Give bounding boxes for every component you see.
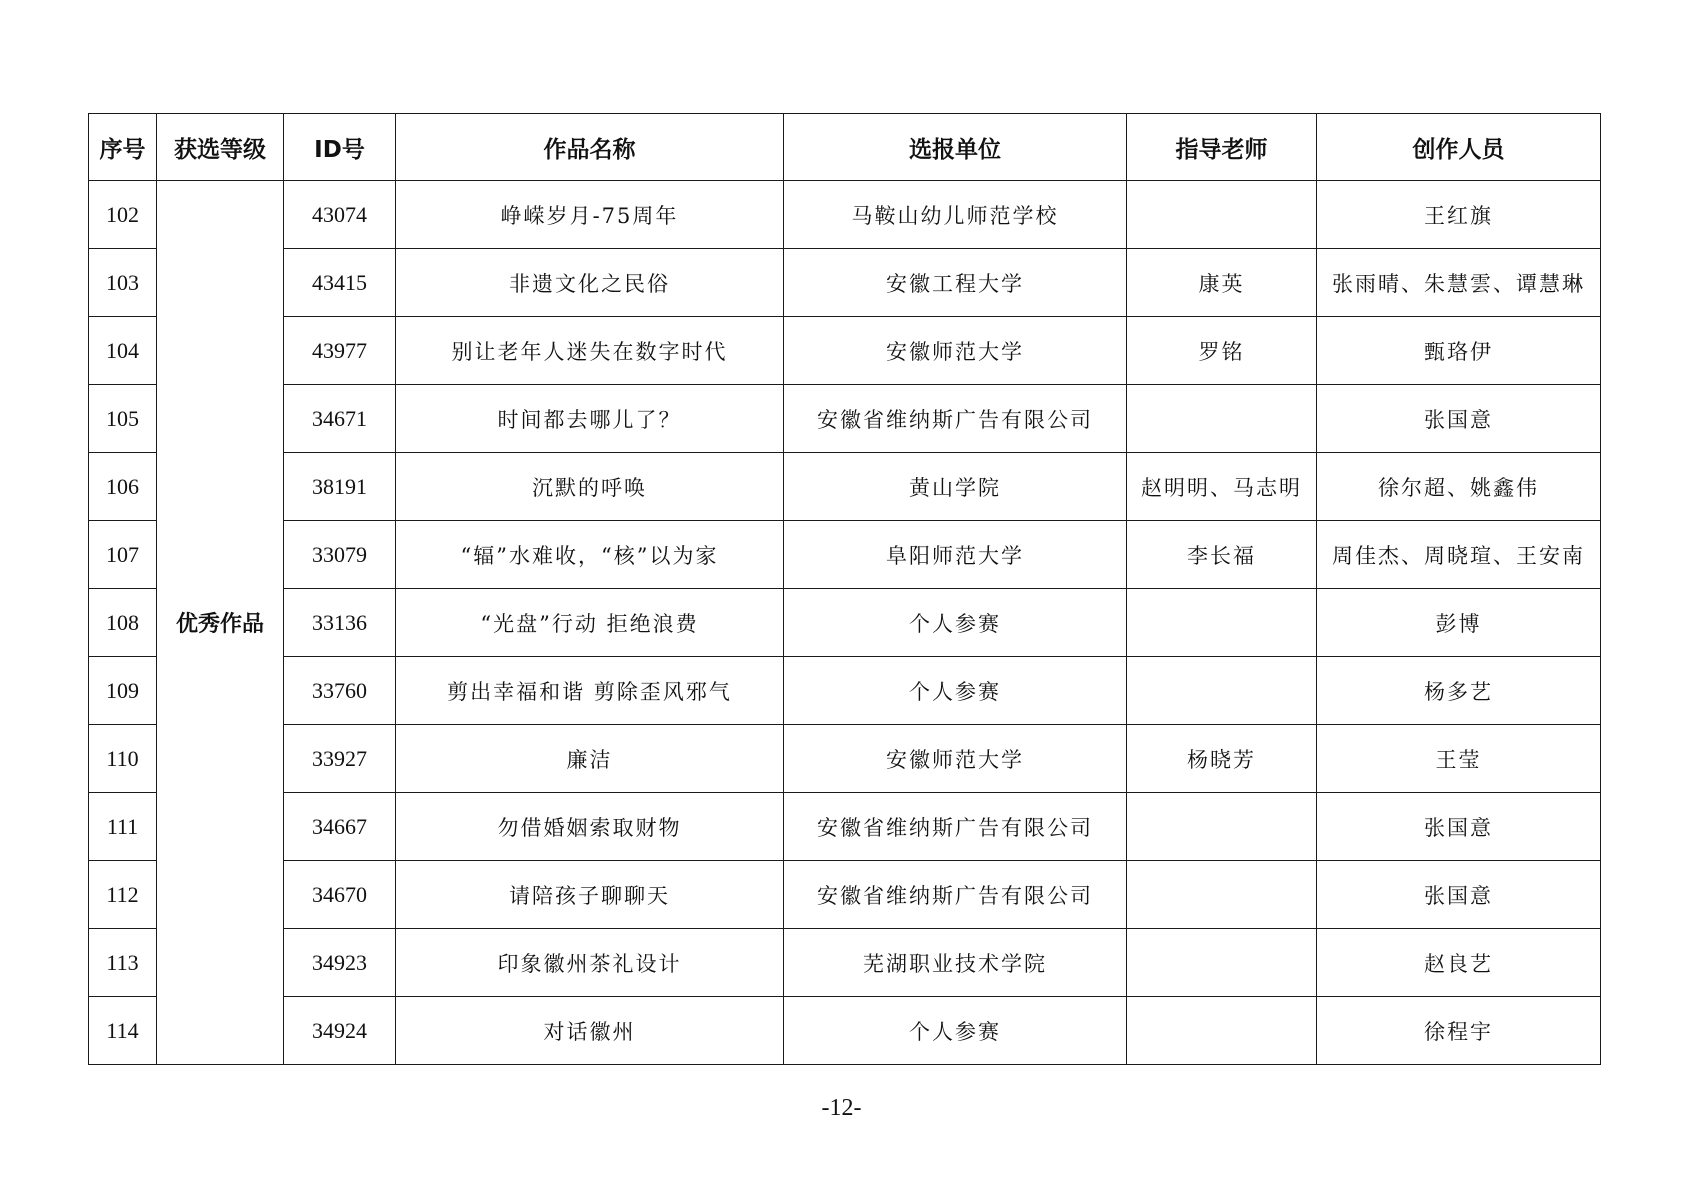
cell-teacher: [1127, 589, 1317, 657]
table-row: [89, 997, 1601, 1065]
cell-teacher: [1127, 385, 1317, 453]
cell-teacher: 康英: [1127, 249, 1317, 317]
cell-unit: 阜阳师范大学: [784, 521, 1127, 589]
table-row: [89, 657, 1601, 725]
cell-creators: 彭博: [1317, 589, 1601, 657]
cell-title: 沉默的呼唤: [396, 453, 784, 521]
cell-title: 对话徽州: [396, 997, 784, 1065]
cell-teacher: [1127, 929, 1317, 997]
cell-seq: 107: [89, 521, 157, 589]
cell-seq: 112: [89, 861, 157, 929]
cell-seq: 113: [89, 929, 157, 997]
cell-unit: 芜湖职业技术学院: [784, 929, 1127, 997]
cell-seq: 108: [89, 589, 157, 657]
header-seq: 序号: [89, 114, 157, 181]
cell-unit: 个人参赛: [784, 997, 1127, 1065]
cell-id: 33760: [284, 657, 396, 725]
cell-creators: 赵良艺: [1317, 929, 1601, 997]
cell-unit: 个人参赛: [784, 657, 1127, 725]
table-row: [89, 385, 1601, 453]
table-header: [89, 114, 1601, 181]
cell-title: 峥嵘岁月-75周年: [396, 181, 784, 249]
cell-id: 38191: [284, 453, 396, 521]
cell-seq: 105: [89, 385, 157, 453]
cell-seq: 104: [89, 317, 157, 385]
cell-id: 33079: [284, 521, 396, 589]
cell-unit: 马鞍山幼儿师范学校: [784, 181, 1127, 249]
header-creators: 创作人员: [1317, 114, 1601, 181]
header-row: [89, 114, 1601, 181]
cell-seq: 110: [89, 725, 157, 793]
cell-unit: 安徽省维纳斯广告有限公司: [784, 861, 1127, 929]
cell-level: 优秀作品: [157, 181, 284, 1065]
cell-title: 勿借婚姻索取财物: [396, 793, 784, 861]
cell-id: 33136: [284, 589, 396, 657]
cell-title: 剪出幸福和谐 剪除歪风邪气: [396, 657, 784, 725]
cell-creators: 张国意: [1317, 861, 1601, 929]
cell-title: “辐”水难收，“核”以为家: [396, 521, 784, 589]
cell-teacher: [1127, 861, 1317, 929]
cell-teacher: 杨晓芳: [1127, 725, 1317, 793]
cell-title: “光盘”行动 拒绝浪费: [396, 589, 784, 657]
cell-seq: 109: [89, 657, 157, 725]
cell-teacher: [1127, 997, 1317, 1065]
header-id: ID号: [284, 114, 396, 181]
cell-teacher: [1127, 181, 1317, 249]
table-row: [89, 181, 1601, 249]
cell-creators: 徐尔超、姚鑫伟: [1317, 453, 1601, 521]
cell-teacher: 李长福: [1127, 521, 1317, 589]
cell-id: 34670: [284, 861, 396, 929]
cell-creators: 杨多艺: [1317, 657, 1601, 725]
table-row: [89, 793, 1601, 861]
page-number: -12-: [821, 1095, 862, 1121]
cell-creators: 甄珞伊: [1317, 317, 1601, 385]
table-row: [89, 317, 1601, 385]
cell-unit: 安徽师范大学: [784, 317, 1127, 385]
cell-creators: 王莹: [1317, 725, 1601, 793]
cell-id: 43977: [284, 317, 396, 385]
header-teacher: 指导老师: [1127, 114, 1317, 181]
table-row: [89, 725, 1601, 793]
cell-id: 33927: [284, 725, 396, 793]
table-row: [89, 521, 1601, 589]
cell-seq: 106: [89, 453, 157, 521]
cell-seq: 103: [89, 249, 157, 317]
cell-seq: 114: [89, 997, 157, 1065]
cell-teacher: [1127, 793, 1317, 861]
cell-title: 别让老年人迷失在数字时代: [396, 317, 784, 385]
cell-teacher: 罗铭: [1127, 317, 1317, 385]
table-body: [89, 181, 1601, 1065]
cell-id: 34667: [284, 793, 396, 861]
cell-title: 时间都去哪儿了？: [396, 385, 784, 453]
cell-id: 34923: [284, 929, 396, 997]
cell-id: 34671: [284, 385, 396, 453]
header-level: 获选等级: [157, 114, 284, 181]
table-row: [89, 249, 1601, 317]
cell-seq: 102: [89, 181, 157, 249]
cell-teacher: [1127, 657, 1317, 725]
cell-id: 43415: [284, 249, 396, 317]
cell-title: 请陪孩子聊聊天: [396, 861, 784, 929]
cell-id: 43074: [284, 181, 396, 249]
table-row: [89, 929, 1601, 997]
cell-unit: 安徽师范大学: [784, 725, 1127, 793]
table-row: [89, 453, 1601, 521]
cell-unit: 安徽省维纳斯广告有限公司: [784, 385, 1127, 453]
cell-unit: 安徽工程大学: [784, 249, 1127, 317]
awards-table: [88, 113, 1601, 1065]
cell-title: 非遗文化之民俗: [396, 249, 784, 317]
header-unit: 选报单位: [784, 114, 1127, 181]
cell-unit: 黄山学院: [784, 453, 1127, 521]
cell-unit: 安徽省维纳斯广告有限公司: [784, 793, 1127, 861]
cell-title: 印象徽州茶礼设计: [396, 929, 784, 997]
table-row: [89, 589, 1601, 657]
cell-seq: 111: [89, 793, 157, 861]
cell-unit: 个人参赛: [784, 589, 1127, 657]
cell-creators: 王红旗: [1317, 181, 1601, 249]
cell-creators: 张国意: [1317, 385, 1601, 453]
cell-id: 34924: [284, 997, 396, 1065]
cell-creators: 徐程宇: [1317, 997, 1601, 1065]
cell-creators: 周佳杰、周晓瑄、王安南: [1317, 521, 1601, 589]
cell-creators: 张国意: [1317, 793, 1601, 861]
cell-creators: 张雨晴、朱慧雲、谭慧琳: [1317, 249, 1601, 317]
header-title: 作品名称: [396, 114, 784, 181]
table-row: [89, 861, 1601, 929]
cell-title: 廉洁: [396, 725, 784, 793]
cell-teacher: 赵明明、马志明: [1127, 453, 1317, 521]
